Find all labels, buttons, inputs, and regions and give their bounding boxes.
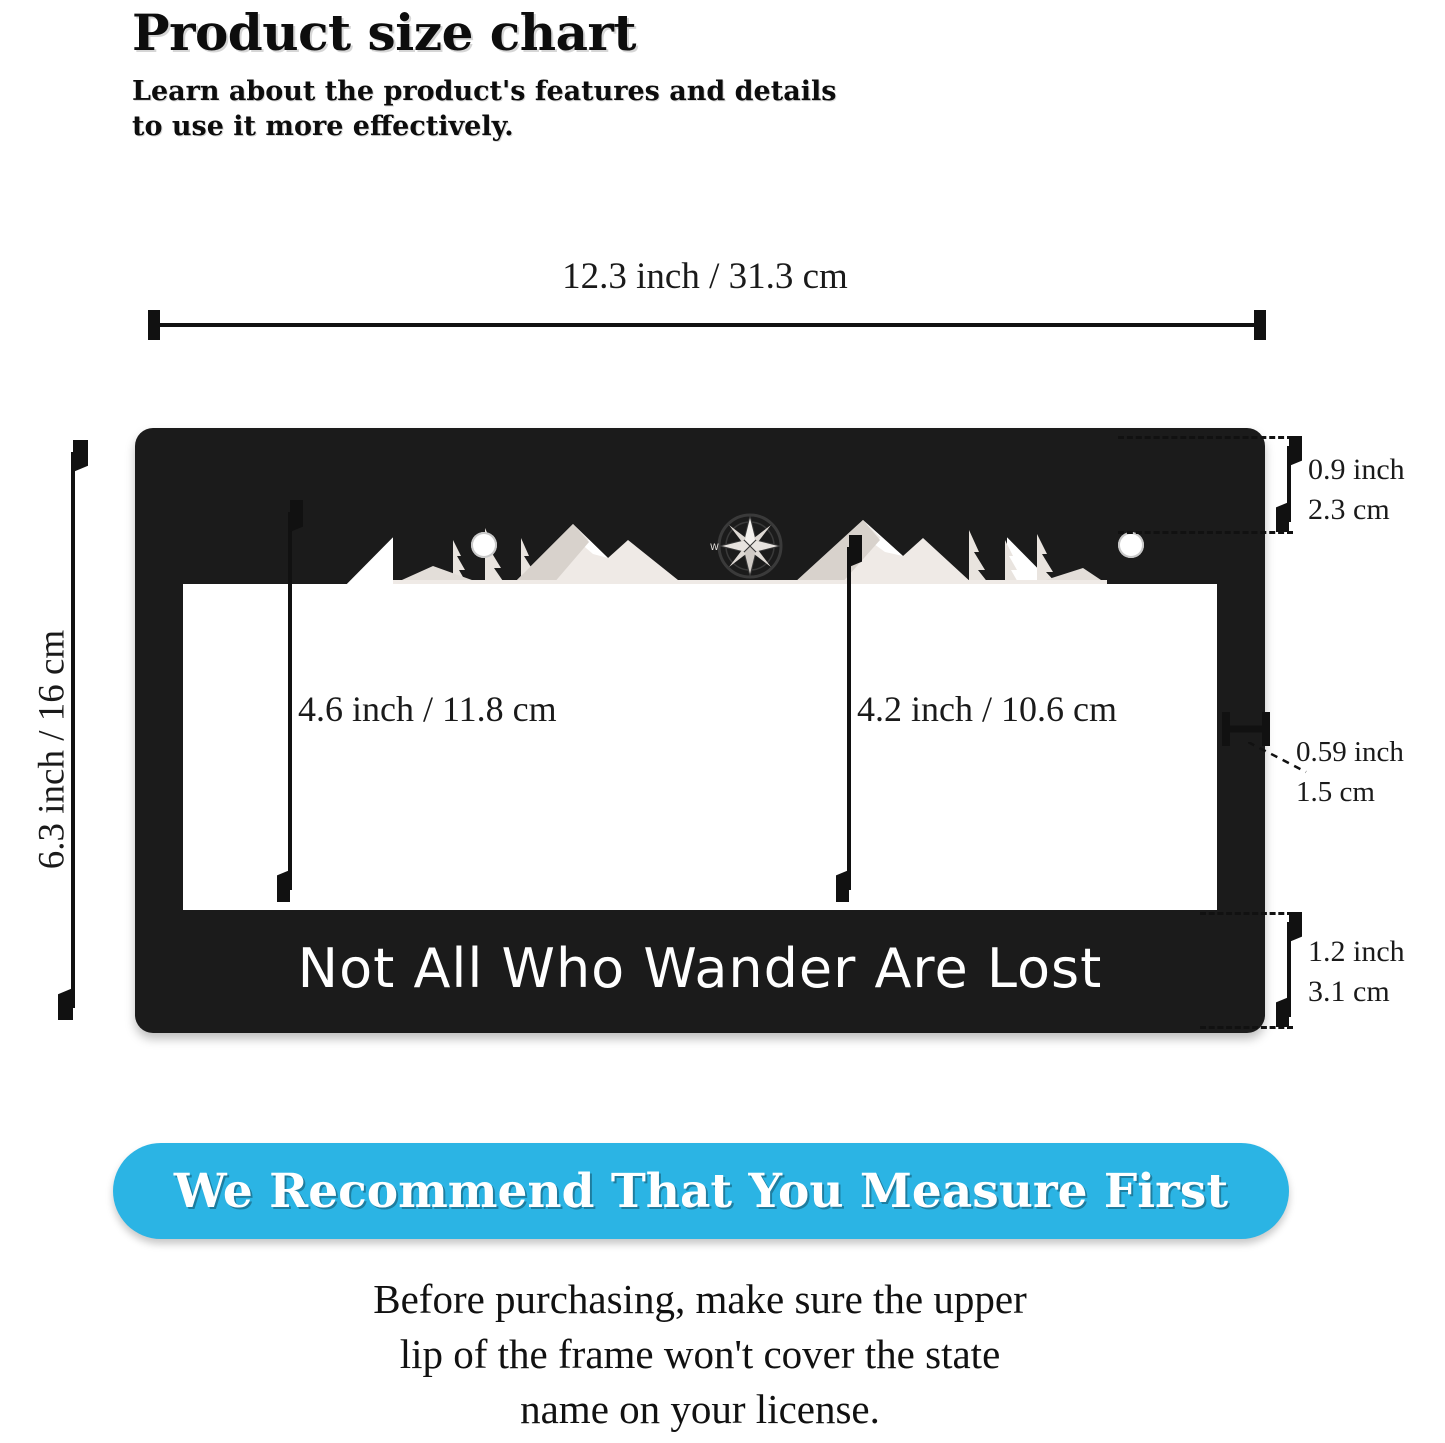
- header-block: [132, 4, 1232, 144]
- page-subtitle-line-2: to use it more effectively.: [132, 111, 514, 142]
- license-plate-frame: [135, 428, 1265, 1033]
- inner-left-height-label: 4.6 inch / 11.8 cm: [298, 689, 557, 729]
- purchase-note-line-3: name on your license.: [520, 1386, 880, 1432]
- purchase-note-line-2: lip of the frame won't cover the state: [399, 1331, 1001, 1377]
- inner-right-height-label: 4.2 inch / 10.6 cm: [857, 689, 1117, 729]
- measure-first-banner: [113, 1143, 1289, 1239]
- side-rail-inch: 0.59 inch: [1296, 736, 1404, 768]
- page-subtitle-line-1: Learn about the product's features and details: [132, 76, 837, 107]
- bottom-lip-cm: 3.1 cm: [1308, 975, 1390, 1008]
- side-rail-width-label: [1296, 732, 1404, 812]
- mounting-hole-left: [471, 532, 497, 558]
- page-title: Product size chart: [132, 3, 636, 62]
- top-lip-cm: 2.3 cm: [1308, 493, 1390, 526]
- mounting-hole-right: [1118, 532, 1144, 558]
- top-lip-leader-upper: [1118, 436, 1293, 439]
- bottom-lip-height-label: [1308, 932, 1405, 1012]
- frame-slogan-text: Not All Who Wander Are Lost: [297, 936, 1103, 1000]
- bottom-lip-height-arrow: [1276, 912, 1302, 1027]
- page-subtitle: [132, 74, 1232, 144]
- mountain-compass-artwork: [393, 506, 1107, 584]
- overall-width-label: 12.3 inch / 31.3 cm: [562, 256, 848, 297]
- side-rail-cm: 1.5 cm: [1296, 776, 1375, 808]
- purchase-note: [150, 1272, 1250, 1437]
- overall-height-label: 6.3 inch / 16 cm: [31, 629, 73, 870]
- top-lip-inch: 0.9 inch: [1308, 453, 1405, 486]
- bottom-lip-inch: 1.2 inch: [1308, 935, 1405, 968]
- svg-text:W: W: [710, 543, 719, 553]
- side-rail-width-arrow: [1222, 712, 1270, 746]
- top-lip-height-label: [1308, 450, 1405, 530]
- measure-first-banner-text: We Recommend That You Measure First: [173, 1163, 1229, 1219]
- purchase-note-line-1: Before purchasing, make sure the upper: [373, 1276, 1027, 1322]
- top-lip-height-arrow: [1276, 436, 1302, 532]
- top-lip-leader-lower: [1118, 531, 1293, 534]
- overall-width-arrow: [148, 310, 1266, 340]
